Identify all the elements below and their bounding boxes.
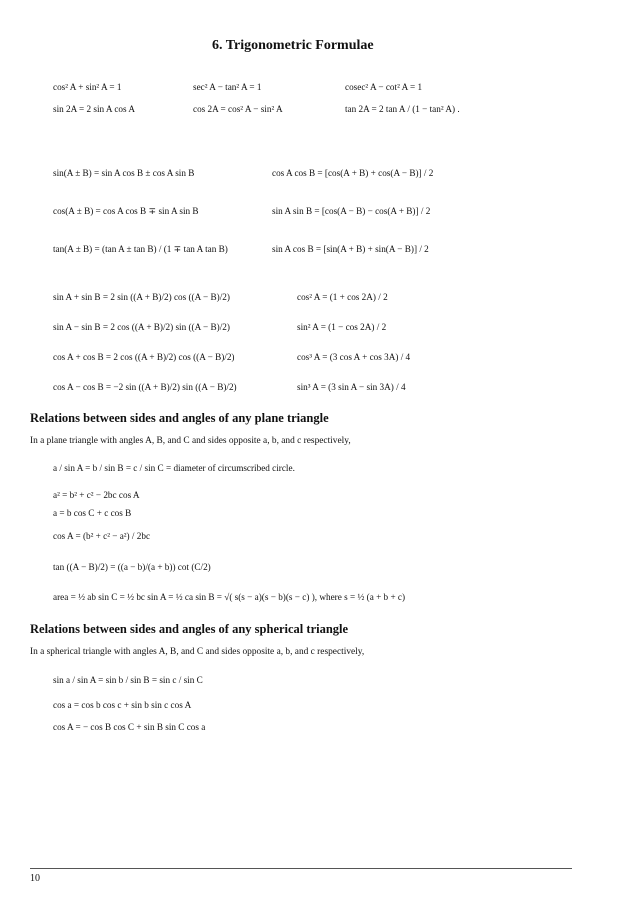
spherical-triangle-heading: Relations between sides and angles of any spherical triangle [30, 622, 349, 636]
formula-sec-tan: sec² A − tan² A = 1 [193, 82, 262, 92]
formula-projection-rule: a = b cos C + c cos B [53, 508, 132, 518]
formula-tangent-rule: tan ((A − B)/2) = ((a − b)/(a + b)) cot (C/2) [53, 562, 211, 572]
formula-tan-sum: tan(A ± B) = (tan A ± tan B) / (1 ∓ tan A tan B) [53, 244, 228, 254]
formula-cos-product: cos A cos B = [cos(A + B) + cos(A − B)] / 2 [272, 168, 434, 178]
formula-cos-squared: cos² A = (1 + cos 2A) / 2 [297, 292, 388, 302]
formula-cosine-rule: a² = b² + c² − 2bc cos A [53, 490, 140, 500]
formula-sin-squared: sin² A = (1 − cos 2A) / 2 [297, 322, 387, 332]
spherical-triangle-intro: In a spherical triangle with angles A, B, and C and sides opposite a, b, and c respectively, [30, 647, 365, 657]
formula-sin-cos-product: sin A cos B = [sin(A + B) + sin(A − B)] / 2 [272, 244, 429, 254]
formula-triangle-area: area = ½ ab sin C = ½ bc sin A = ½ ca sin B = √( s(s − a)(s − b)(s − c) ), where s = ½ (a + b + c) [53, 592, 406, 602]
plane-triangle-heading: Relations between sides and angles of any plane triangle [30, 411, 329, 425]
formula-cos-plus-cos: cos A + cos B = 2 cos ((A + B)/2) cos ((A − B)/2) [53, 352, 235, 362]
formula-tan-double: tan 2A = 2 tan A / (1 − tan² A) . [345, 104, 460, 114]
page-title: 6. Trigonometric Formulae [212, 38, 374, 53]
page-number: 10 [30, 873, 40, 884]
formula-spherical-cosine-angles: cos A = − cos B cos C + sin B sin C cos a [53, 722, 206, 732]
formula-sin-double: sin 2A = 2 sin A cos A [53, 104, 136, 114]
footer-rule [30, 868, 572, 869]
formula-cos-double: cos 2A = cos² A − sin² A [193, 104, 283, 114]
formula-cos-minus-cos: cos A − cos B = −2 sin ((A + B)/2) sin ((A − B)/2) [53, 382, 237, 392]
plane-triangle-intro: In a plane triangle with angles A, B, and C and sides opposite a, b, and c respectively, [30, 436, 351, 446]
formula-pythagorean: cos² A + sin² A = 1 [53, 82, 122, 92]
formula-sin-minus-sin: sin A − sin B = 2 cos ((A + B)/2) sin ((A − B)/2) [53, 322, 230, 332]
formula-sin-sum: sin(A ± B) = sin A cos B ± cos A sin B [53, 168, 195, 178]
formula-sin-plus-sin: sin A + sin B = 2 sin ((A + B)/2) cos ((A − B)/2) [53, 292, 230, 302]
formula-cos-sum: cos(A ± B) = cos A cos B ∓ sin A sin B [53, 206, 199, 216]
formula-cosec-cot: cosec² A − cot² A = 1 [345, 82, 423, 92]
formula-sine-rule: a / sin A = b / sin B = c / sin C = diameter of circumscribed circle. [53, 463, 295, 473]
formula-cos-cubed: cos³ A = (3 cos A + cos 3A) / 4 [297, 352, 411, 362]
formula-sin-product: sin A sin B = [cos(A − B) − cos(A + B)] / 2 [272, 206, 431, 216]
formula-sin-cubed: sin³ A = (3 sin A − sin 3A) / 4 [297, 382, 406, 392]
formula-spherical-cosine-sides: cos a = cos b cos c + sin b sin c cos A [53, 700, 192, 710]
formula-spherical-sine-rule: sin a / sin A = sin b / sin B = sin c / sin C [53, 675, 203, 685]
formula-cos-a-sides: cos A = (b² + c² − a²) / 2bc [53, 531, 151, 541]
